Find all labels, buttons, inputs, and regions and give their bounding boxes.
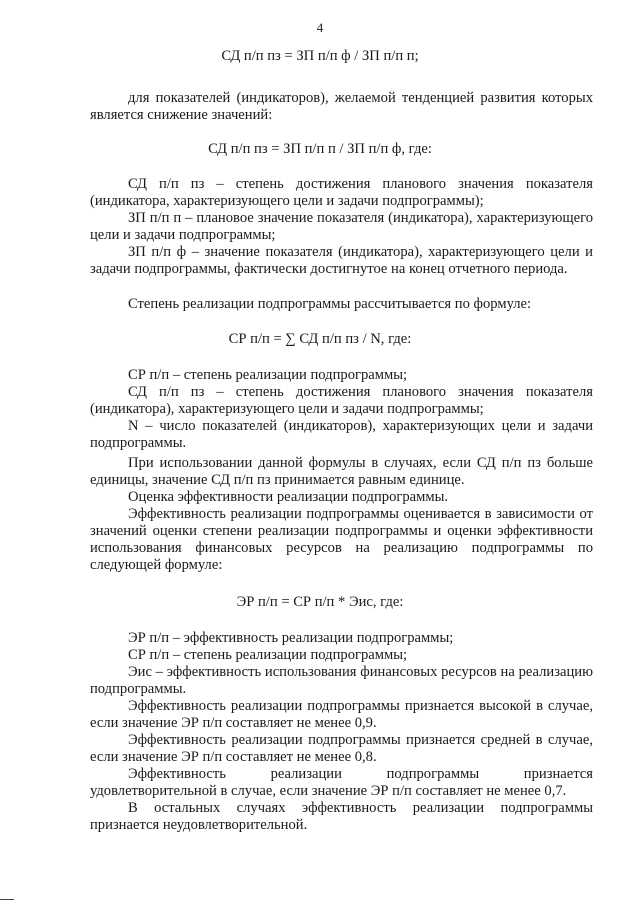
definition-eis: Эис – эффективность использования финансовых ресурсов на реализацию подпрограммы. [90, 664, 593, 697]
paragraph-medium-efficiency: Эффективность реализации подпрограммы признается средней в случае, если значение ЭР п/п составляет не менее 0,8. [90, 732, 593, 765]
formula-achievement-decrease: СД п/п пз = ЗП п/п п / ЗП п/п ф, где: [208, 141, 432, 157]
paragraph-efficiency-assessment: Эффективность реализации подпрограммы оценивается в зависимости от значений оценки степени реализации подпрограммы и оценки эффективности использования финансовых ресурсов на реализацию подпрограммы по следующей формуле: [90, 506, 593, 573]
paragraph-efficiency-heading: Оценка эффективности реализации подпрограммы. [128, 489, 449, 505]
definition-sr: СР п/п – степень реализации подпрограммы; [128, 367, 408, 383]
formula-efficiency: ЭР п/п = СР п/п * Эис, где: [236, 594, 404, 610]
definition-sd-pz: СД п/п пз – степень достижения планового значения показателя (индикатора, характеризующего цели и задачи подпрограммы); [90, 176, 593, 209]
formula-achievement-increase: СД п/п пз = ЗП п/п ф / ЗП п/п п; [221, 48, 419, 64]
paragraph-formula-usage: При использовании данной формулы в случаях, если СД п/п пз больше единицы, значение СД п/п пз принимается равным единице. [90, 455, 593, 488]
page-number: 4 [316, 20, 324, 35]
paragraph-unsatisfactory-efficiency: В остальных случаях эффективность реализации подпрограммы признается неудовлетворительной. [90, 800, 593, 833]
definition-sd-pz-2: СД п/п пз – степень достижения планового значения показателя (индикатора), характеризующего цели и задачи подпрограммы; [90, 384, 593, 417]
definition-zp-plan: ЗП п/п п – плановое значение показателя (индикатора), характеризующего цели и задачи подпрограммы; [90, 210, 593, 243]
definition-er: ЭР п/п – эффективность реализации подпрограммы; [128, 630, 454, 646]
paragraph-satisfactory-efficiency: Эффективность реализации подпрограммы признается удовлетворительной в случае, если значение ЭР п/п составляет не менее 0,7. [90, 766, 593, 799]
paragraph-realization-degree: Степень реализации подпрограммы рассчитывается по формуле: [128, 296, 532, 312]
definition-sr-2: СР п/п – степень реализации подпрограммы; [128, 647, 408, 663]
paragraph-high-efficiency: Эффективность реализации подпрограммы признается высокой в случае, если значение ЭР п/п составляет не менее 0,9. [90, 698, 593, 731]
formula-realization-degree: СР п/п = ∑ СД п/п пз / N, где: [228, 331, 412, 347]
definition-n: N – число показателей (индикаторов), характеризующих цели и задачи подпрограммы. [90, 418, 593, 451]
page-edge-mark [0, 899, 14, 900]
paragraph-decrease-indicators: для показателей (индикаторов), желаемой тенденцией развития которых является снижение значений: [90, 90, 593, 123]
definition-zp-fact: ЗП п/п ф – значение показателя (индикатора), характеризующего цели и задачи подпрограммы, фактически достигнутое на конец отчетного периода. [90, 244, 593, 277]
